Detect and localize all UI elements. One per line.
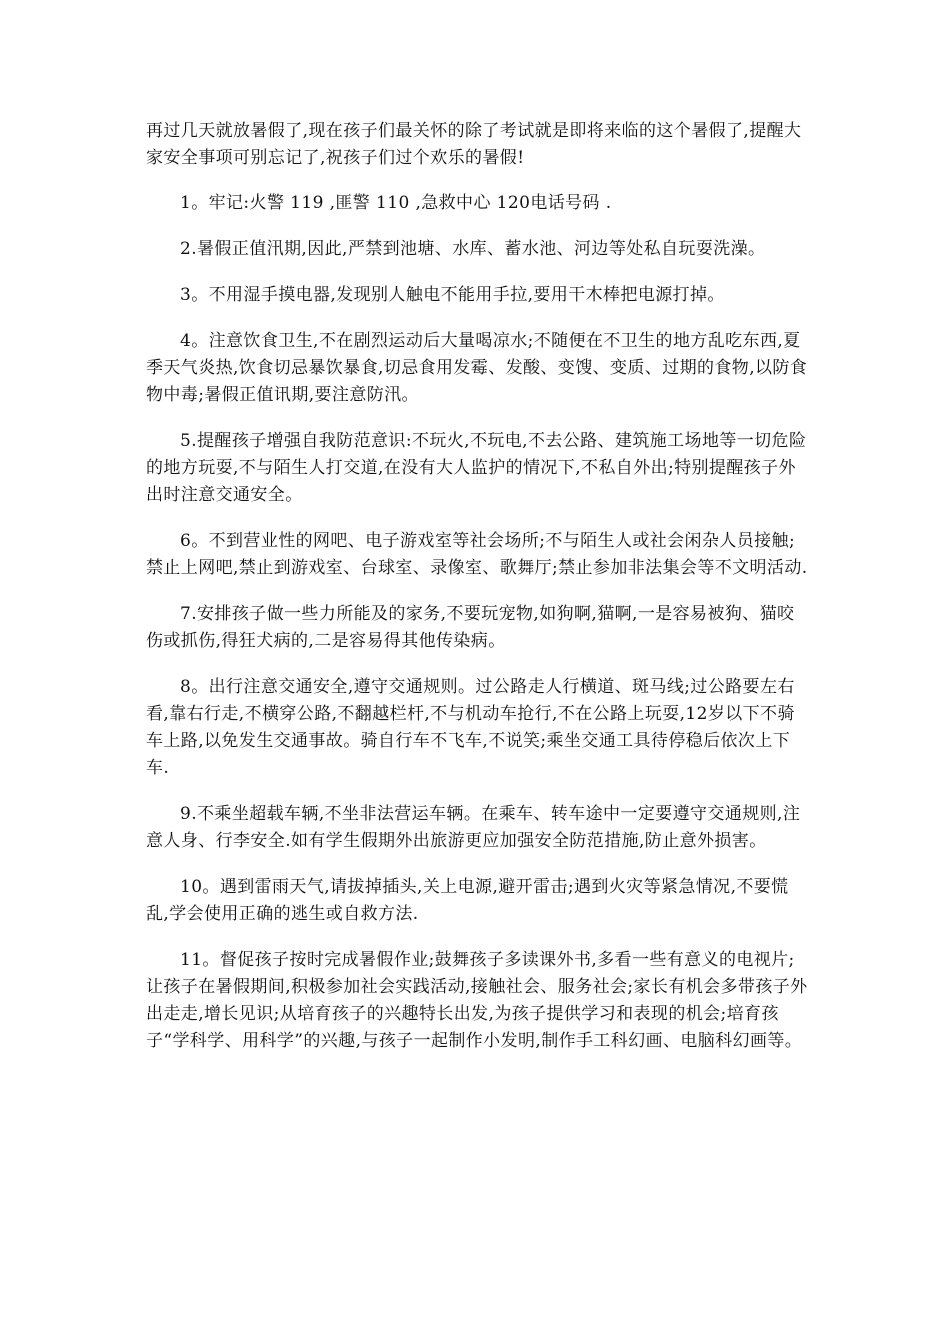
safety-item-6: 6。不到营业性的网吧、电子游戏室等社会场所;不与陌生人或社会闲杂人员接触;禁止上网吧,禁止到游戏室、台球室、录像室、歌舞厅;禁止参加非法集会等不文明活动. [146,531,808,578]
safety-item-4: 4。注意饮食卫生,不在剧烈运动后大量喝凉水;不随便在不卫生的地方乱吃东西,夏季天气炎热,饮食切忌暴饮暴食,切忌食用发霉、发酸、变馊、变质、过期的食物,以防食物中毒;暑假正值讯期,要注意防汛。 [146,331,808,405]
safety-item-10: 10。遇到雷雨天气,请拔掉插头,关上电源,避开雷击;遇到火灾等紧急情况,不要慌乱,学会使用正确的逃生或自救方法. [146,877,789,924]
document-page [146,118,808,1055]
safety-item-8: 8。出行注意交通安全,遵守交通规则。过公路走人行横道、斑马线;过公路要左右看,靠右行走,不横穿公路,不翻越栏杆,不与机动车抢行,不在公路上玩耍,12岁以下不骑车上路,以免发生交通事故。骑自行车不飞车,不说笑;乘坐交通工具待停稳后依次上下车. [146,677,795,778]
safety-item-9: 9.不乘坐超载车辆,不坐非法营运车辆。在乘车、转车途中一定要遵守交通规则,注意人身、行李安全.如有学生假期外出旅游更应加强安全防范措施,防止意外损害。 [146,804,801,851]
safety-item-5: 5.提醒孩子增强自我防范意识:不玩火,不玩电,不去公路、建筑施工场地等一切危险的地方玩耍,不与陌生人打交道,在没有大人监护的情况下,不私自外出;特别提醒孩子外出时注意交通安全。 [146,431,807,505]
safety-item-7: 7.安排孩子做一些力所能及的家务,不要玩宠物,如狗啊,猫啊,一是容易被狗、猫咬伤或抓伤,得狂犬病的,二是容易得其他传染病。 [146,604,795,651]
safety-item-11: 11。督促孩子按时完成暑假作业;鼓舞孩子多读课外书,多看一些有意义的电视片;让孩子在暑假期间,积极参加社会实践活动,接触社会、服务社会;家长有机会多带孩子外出走走,增长见识;从培育孩子的兴趣特长出发,为孩子提供学习和表现的机会;培育孩子“学科学、用科学”的兴趣,与孩子一起制作小发明,制作手工科幻画、电脑科幻画等。 [146,950,808,1051]
intro-paragraph: 再过几天就放暑假了,现在孩子们最关怀的除了考试就是即将来临的这个暑假了,提醒大家安全事项可别忘记了,祝孩子们过个欢乐的暑假! [146,121,802,168]
safety-item-1: 1。牢记:火警 119 ,匪警 110 ,急救中心 120电话号码 . [180,193,612,213]
safety-item-3: 3。不用湿手摸电器,发现别人触电不能用手拉,要用干木棒把电源打掉。 [180,285,725,305]
safety-item-2: 2.暑假正值汛期,因此,严禁到池塘、水库、蓄水池、河边等处私自玩耍洗澡。 [180,239,766,259]
